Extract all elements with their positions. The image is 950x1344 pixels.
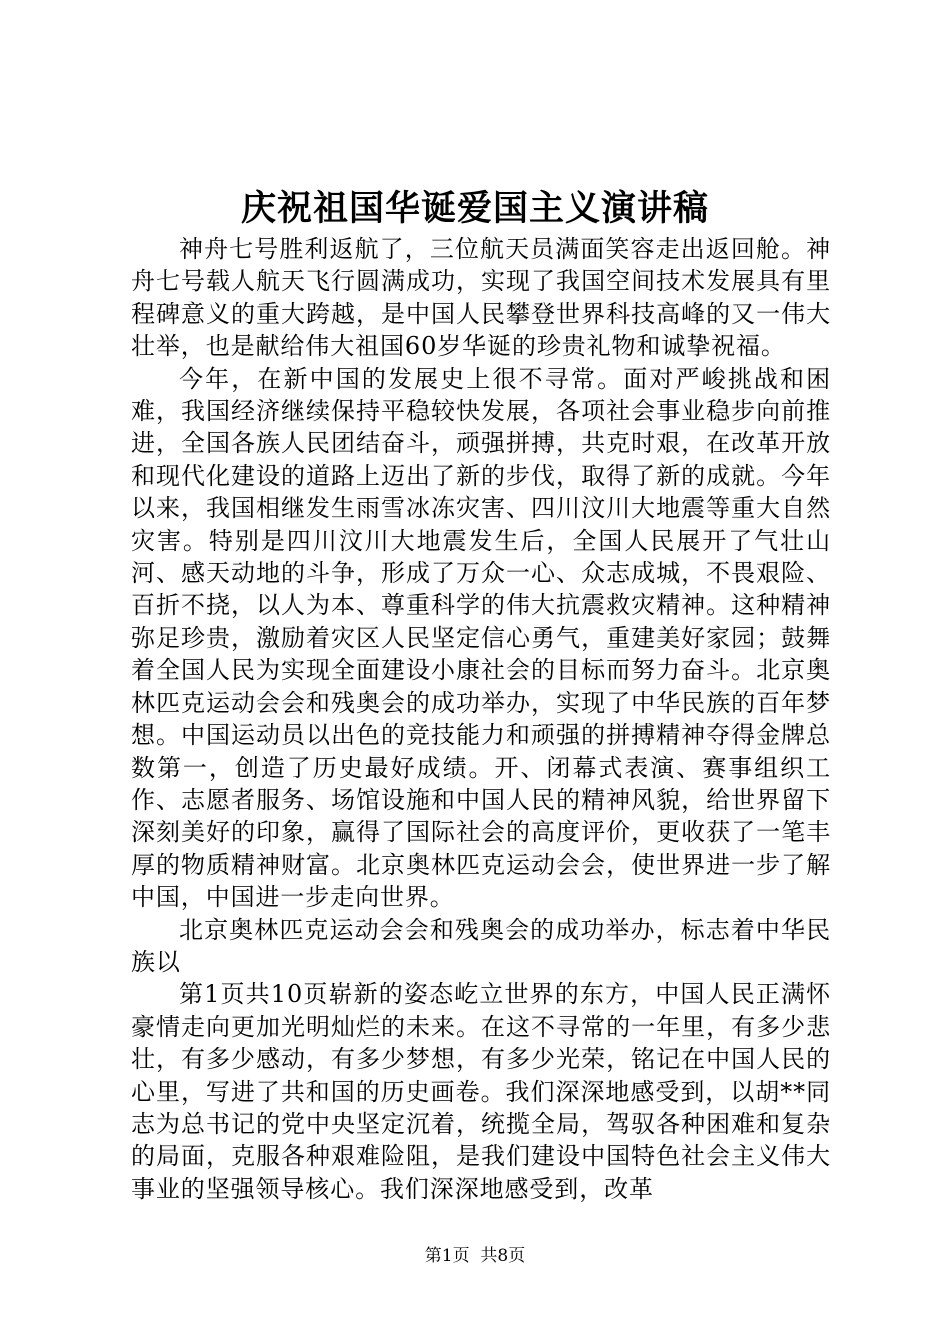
document-body: [131, 233, 831, 1205]
page-number: 第1页: [424, 1246, 470, 1266]
paragraph: 第1页共10页崭新的姿态屹立世界的东方，中国人民正满怀豪情走向更加光明灿烂的未来。在这不寻常的一年里，有多少悲壮，有多少感动，有多少梦想，有多少光荣，铭记在中国人民的心里，写进了共和国的历史画卷。我们深深地感受到，以胡**同志为总书记的党中央坚定沉着，统揽全局，驾驭各种困难和复杂的局面，克服各种艰难险阻，是我们建设中国特色社会主义伟大事业的坚强领导核心。我们深深地感受到，改革: [131, 980, 831, 1203]
page-footer: [0, 1244, 950, 1268]
document-title: 庆祝祖国华诞爱国主义演讲稿: [240, 188, 709, 229]
paragraph: 北京奥林匹克运动会会和残奥会的成功举办，标志着中华民族以: [131, 915, 831, 976]
paragraph: 今年，在新中国的发展史上很不寻常。面对严峻挑战和困难，我国经济继续保持平稳较快发展，各项社会事业稳步向前推进，全国各族人民团结奋斗，顽强拼搏，共克时艰，在改革开放和现代化建设的道路上迈出了新的步伐，取得了新的成就。今年以来，我国相继发生雨雪冰冻灾害、四川汶川大地震等重大自然灾害。特别是四川汶川大地震发生后，全国人民展开了气壮山河、感天动地的斗争，形成了万众一心、众志成城，不畏艰险、百折不挠，以人为本、尊重科学的伟大抗震救灾精神。这种精神弥足珍贵，激励着灾区人民坚定信心勇气，重建美好家园；鼓舞着全国人民为实现全面建设小康社会的目标而努力奋斗。北京奥林匹克运动会会和残奥会的成功举办，实现了中华民族的百年梦想。中国运动员以出色的竞技能力和顽强的拼搏精神夺得金牌总数第一，创造了历史最好成绩。开、闭幕式表演、赛事组织工作、志愿者服务、场馆设施和中国人民的精神风貌，给世界留下深刻美好的印象，赢得了国际社会的高度评价，更收获了一笔丰厚的物质精神财富。北京奥林匹克运动会会，使世界进一步了解中国，中国进一步走向世界。: [131, 364, 831, 912]
page-total: 共8页: [480, 1246, 526, 1266]
paragraph: 神舟七号胜利返航了，三位航天员满面笑容走出返回舱。神舟七号载人航天飞行圆满成功，实现了我国空间技术发展具有里程碑意义的重大跨越，是中国人民攀登世界科技高峰的又一伟大壮举，也是献给伟大祖国60岁华诞的珍贵礼物和诚挚祝福。: [131, 235, 831, 361]
